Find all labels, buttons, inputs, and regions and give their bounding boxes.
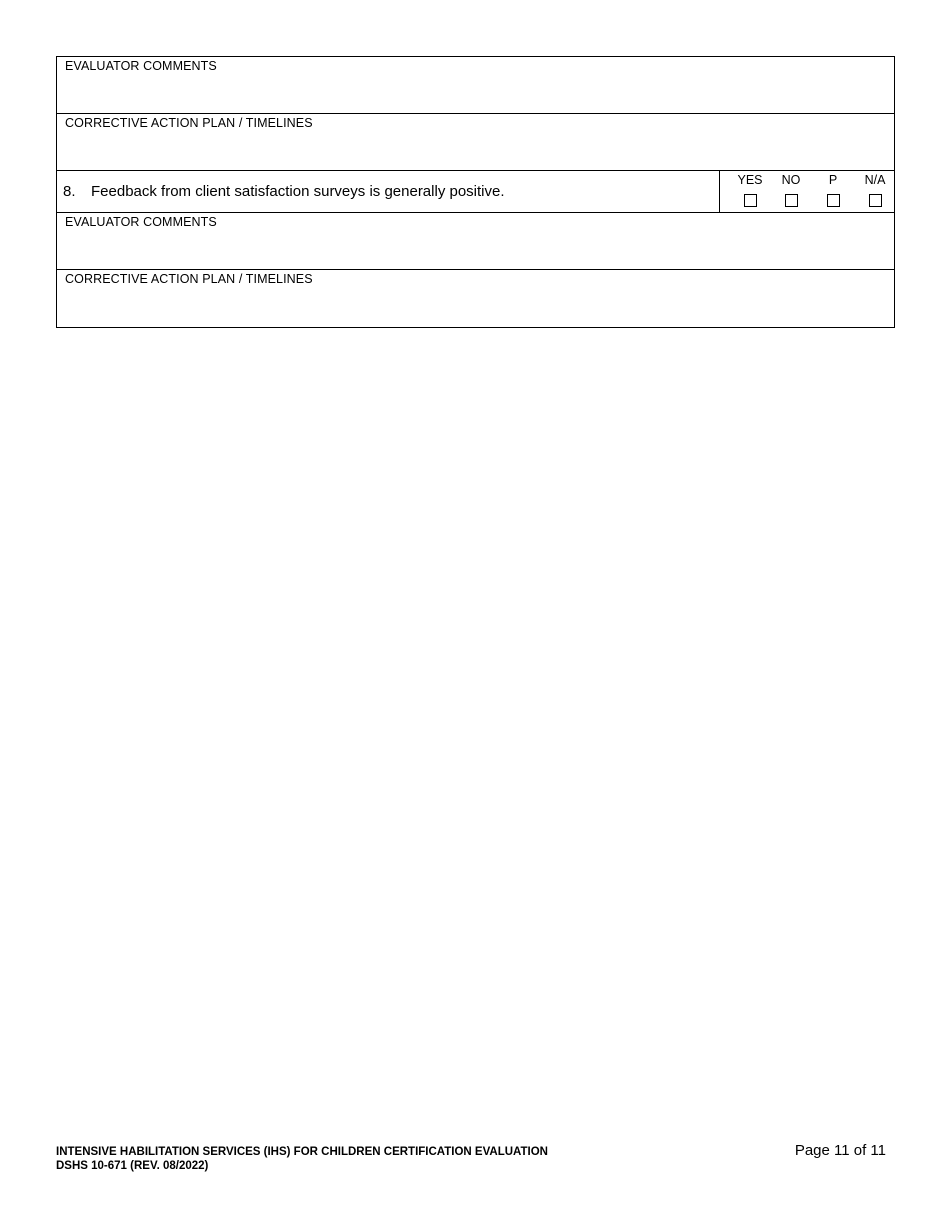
footer-form-info xyxy=(56,1145,548,1173)
answer-options xyxy=(719,171,894,212)
yes-checkbox[interactable] xyxy=(744,194,757,207)
na-checkbox[interactable] xyxy=(869,194,882,207)
option-no-label: NO xyxy=(781,173,801,187)
question-evaluator-comments-field[interactable] xyxy=(57,213,894,270)
evaluator-comments-field[interactable] xyxy=(57,57,894,114)
option-yes-label: YES xyxy=(737,173,763,187)
evaluator-comments-label: EVALUATOR COMMENTS xyxy=(65,59,217,73)
option-p-label: P xyxy=(828,173,838,187)
question-number: 8. xyxy=(63,183,76,200)
option-na-label: N/A xyxy=(864,173,886,187)
footer-title: INTENSIVE HABILITATION SERVICES (IHS) FOR CHILDREN CERTIFICATION EVALUATION xyxy=(56,1146,548,1158)
option-p xyxy=(813,173,853,207)
question-corrective-action-field[interactable] xyxy=(57,270,894,327)
footer-form-id: DSHS 10-671 (REV. 08/2022) xyxy=(56,1160,209,1172)
no-checkbox[interactable] xyxy=(785,194,798,207)
corrective-action-field[interactable] xyxy=(57,114,894,171)
question-evaluator-comments-label: EVALUATOR COMMENTS xyxy=(65,215,217,229)
option-yes xyxy=(730,173,770,207)
option-na xyxy=(855,173,895,207)
option-no xyxy=(771,173,811,207)
question-row xyxy=(57,171,894,213)
question-text-cell xyxy=(57,171,719,212)
corrective-action-label: CORRECTIVE ACTION PLAN / TIMELINES xyxy=(65,116,313,130)
page-number: Page 11 of 11 xyxy=(794,1142,886,1159)
evaluation-form-table xyxy=(56,56,895,328)
question-corrective-action-label: CORRECTIVE ACTION PLAN / TIMELINES xyxy=(65,272,313,286)
p-checkbox[interactable] xyxy=(827,194,840,207)
question-text: Feedback from client satisfaction surveys is generally positive. xyxy=(91,183,505,200)
